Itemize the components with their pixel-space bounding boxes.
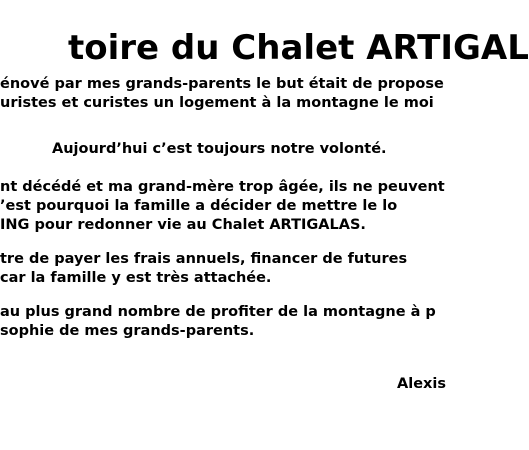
paragraph-5-line-2: sophie de mes grands-parents. [0,323,255,339]
signature: Alexis [397,376,446,392]
paragraph-4-line-1: tre de payer les frais annuels, financer de futures [0,251,408,267]
paragraph-1-line-2: uristes et curistes un logement à la montagne le moi [0,95,434,111]
paragraph-2-line-1: Aujourd’hui c’est toujours notre volonté. [52,141,387,157]
paragraph-5-line-1: au plus grand nombre de profiter de la montagne à p [0,304,436,320]
paragraph-1-line-1: énové par mes grands-parents le but était de propose [0,76,444,92]
paragraph-3-line-1: nt décédé et ma grand-mère trop âgée, ils ne peuvent [0,179,445,195]
paragraph-3-line-2: ’est pourquoi la famille a décider de mettre le lo [0,198,398,214]
paragraph-4-line-2: car la famille y est très attachée. [0,270,272,286]
paragraph-3-line-3: ING pour redonner vie au Chalet ARTIGALAS. [0,217,366,233]
document-title: toire du Chalet ARTIGAL [68,28,529,68]
